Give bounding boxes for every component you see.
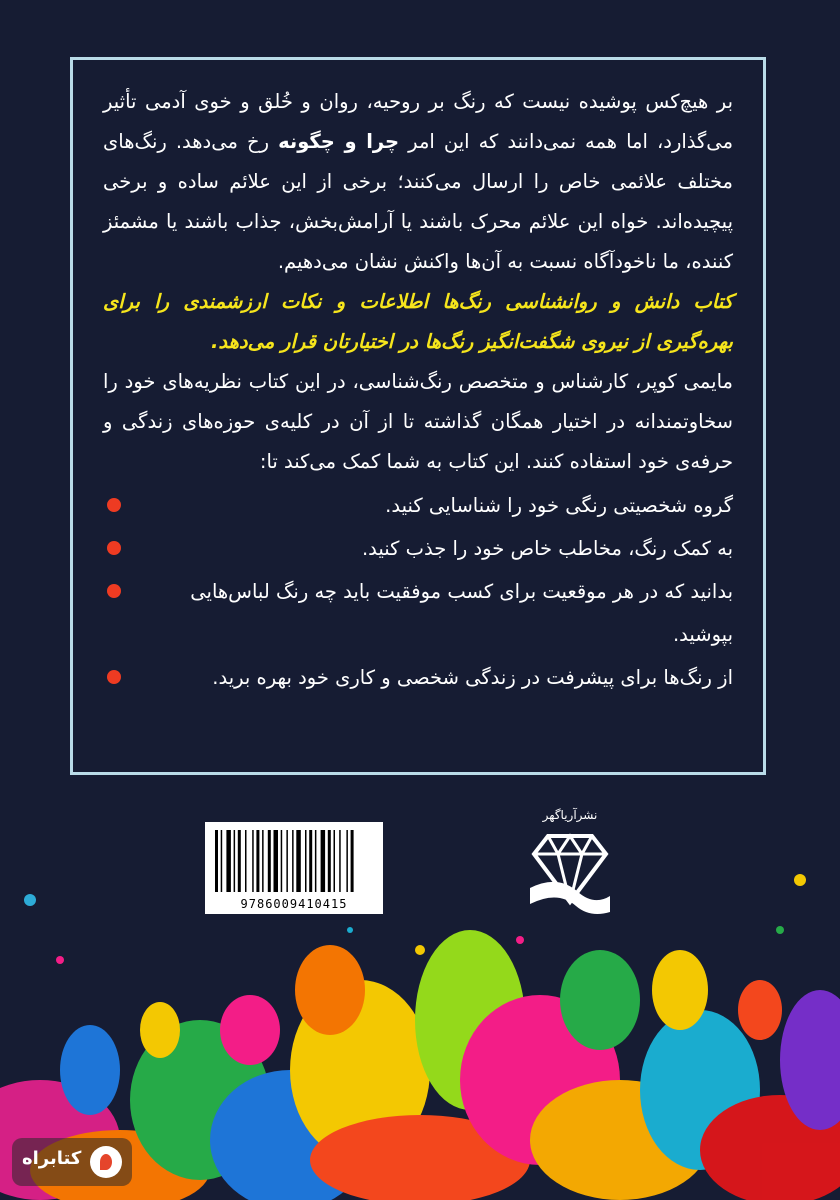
description-panel <box>70 57 766 775</box>
bullet-icon <box>107 541 121 555</box>
ketabrah-watermark <box>12 1138 132 1186</box>
ketabrah-logo-icon <box>90 1146 122 1178</box>
intro-text-end: رخ می‌دهد. رنگ‌های مختلف علائمی خاص را ارسال می‌کنند؛ برخی از این علائم ساده و برخی پیچیده‌اند. خواه این علائم محرک باشند یا آرامش‌بخش، جذاب باشند یا مشمئز کننده، ما ناخودآگاه نسبت به آن‌ها واکنش نشان می‌دهیم. <box>103 130 733 273</box>
bullet-icon <box>107 670 121 684</box>
highlight-paragraph: کتاب دانش و روانشناسی رنگ‌ها اطلاعات و نکات ارزشمندی را برای بهره‌گیری از نیروی شگفت‌انگیز رنگ‌ها در اختیارتان قرار می‌دهد. <box>103 290 733 353</box>
list-item <box>103 484 733 527</box>
list-item <box>103 570 733 656</box>
intro-paragraph <box>103 82 733 282</box>
bullet-text: از رنگ‌ها برای پیشرفت در زندگی شخصی و کاری خود بهره برید. <box>212 666 733 689</box>
benefits-list <box>103 484 733 699</box>
watermark-text: کتابراه <box>22 1148 82 1169</box>
bullet-icon <box>107 498 121 512</box>
bullet-text: بدانید که در هر موقعیت برای کسب موفقیت باید چه رنگ لباس‌هایی بپوشید. <box>190 580 733 646</box>
list-item <box>103 656 733 699</box>
list-item <box>103 527 733 570</box>
bullet-text: به کمک رنگ، مخاطب خاص خود را جذب کنید. <box>361 537 733 560</box>
bullet-text: گروه شخصیتی رنگی خود را شناسایی کنید. <box>385 494 733 517</box>
intro-text-start: بر هیچ‌کس پوشیده نیست که رنگ بر روحیه، روان و خُلق و خوی آدمی تأثیر می‌گذارد، اما همه نمی‌دانند که این امر <box>103 90 734 153</box>
bullet-icon <box>107 584 121 598</box>
intro-bold-phrase: چرا و چگونه <box>278 130 400 153</box>
author-paragraph: مایمی کوپر، کارشناس و متخصص رنگ‌شناسی، در این کتاب نظریه‌های خود را سخاوتمندانه در اختیار همگان گذاشته تا از آن در کلیه‌ی حوزه‌های زندگی و حرفه‌ی خود استفاده کنند. این کتاب به شما کمک می‌کند تا: <box>103 370 733 473</box>
publisher-name: نشرآریاگهر <box>542 808 598 822</box>
isbn-number: 9786009410415 <box>240 897 348 911</box>
